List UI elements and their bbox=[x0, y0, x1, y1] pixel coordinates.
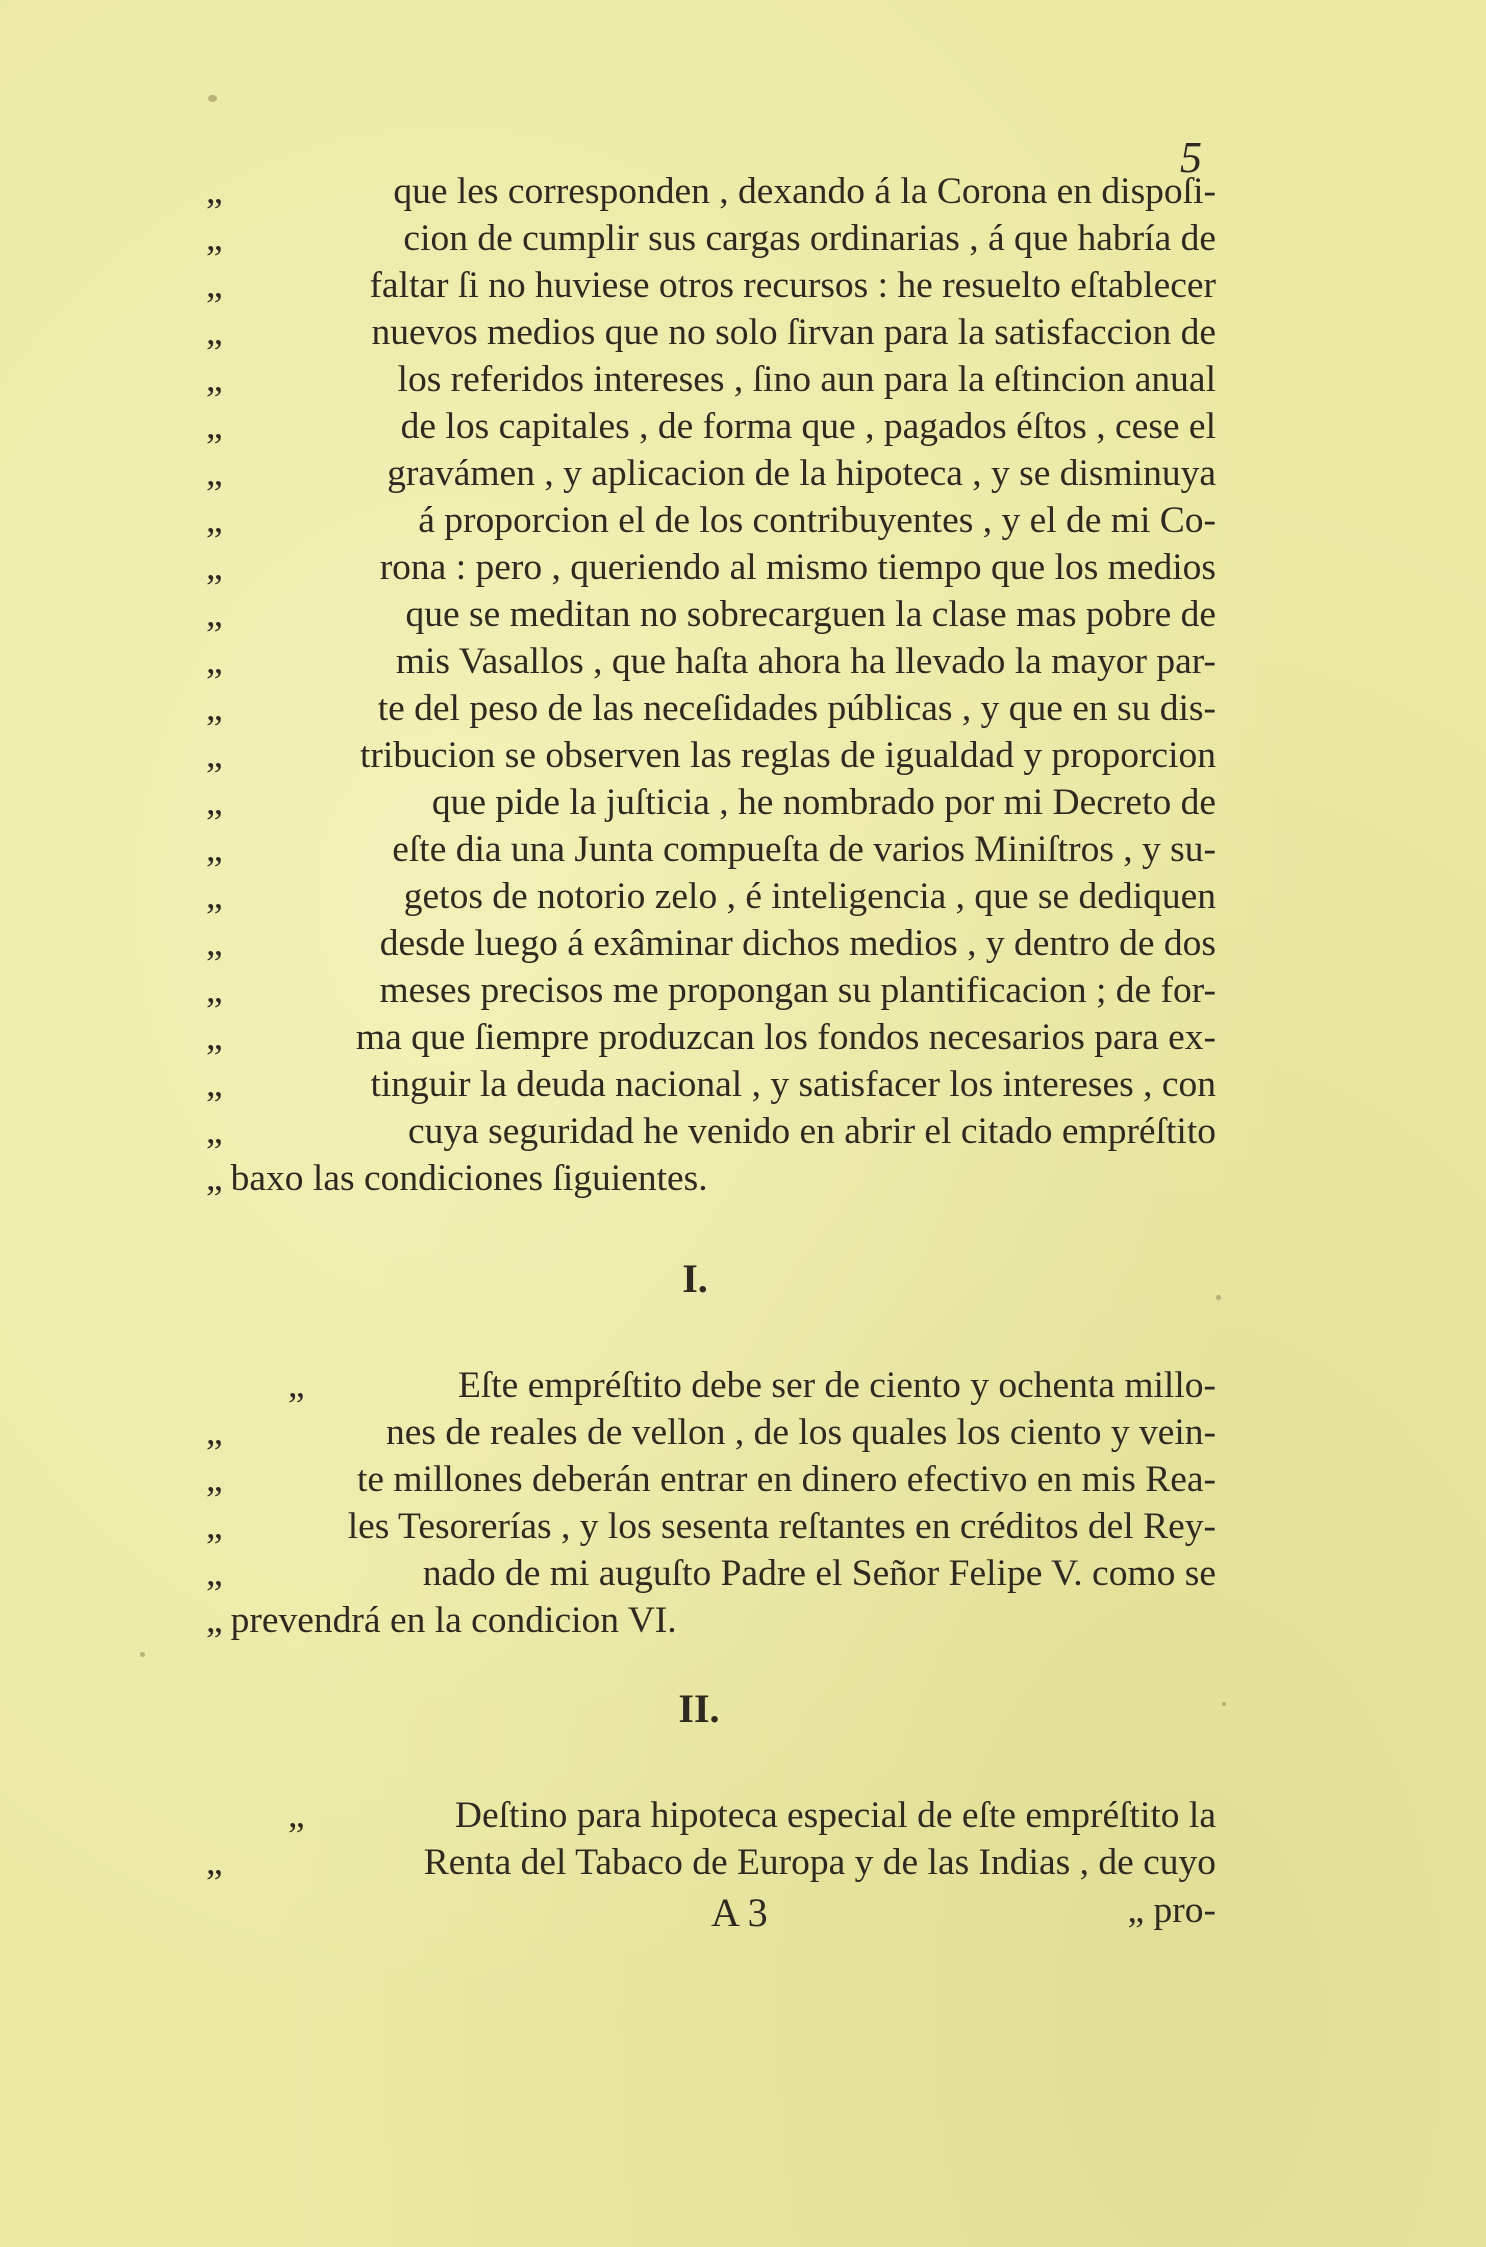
quote-mark: „ bbox=[206, 1600, 223, 1641]
quote-mark: „ bbox=[206, 453, 223, 494]
text-line bbox=[206, 1108, 1216, 1155]
paragraph-condition-1 bbox=[206, 1362, 1216, 1644]
line-text: Deſtino para hipoteca especial de eſte empréſtito la bbox=[454, 1795, 1216, 1836]
quote-mark: „ bbox=[206, 1412, 223, 1453]
quote-mark: „ bbox=[206, 688, 223, 729]
quote-mark: „ bbox=[206, 265, 223, 306]
quote-mark: „ bbox=[206, 782, 223, 823]
text-line bbox=[206, 1839, 1216, 1886]
catchword: „ pro- bbox=[1127, 1890, 1216, 1931]
quote-mark: „ bbox=[206, 735, 223, 776]
line-text: tribucion se observen las reglas de igualdad y proporcion bbox=[360, 735, 1216, 776]
quote-mark: „ bbox=[206, 1064, 223, 1105]
line-text: getos de notorio zelo , é inteligencia , que se dediquen bbox=[403, 876, 1216, 917]
text-line bbox=[206, 1503, 1216, 1550]
text-line bbox=[206, 1014, 1216, 1061]
quote-mark: „ bbox=[206, 876, 223, 917]
text-line bbox=[206, 1792, 1216, 1839]
text-line bbox=[206, 920, 1216, 967]
section-heading-2: II. bbox=[678, 1686, 720, 1731]
text-line bbox=[206, 732, 1216, 779]
text-line bbox=[206, 967, 1216, 1014]
quote-mark: „ bbox=[206, 829, 223, 870]
line-text: les Tesorerías , y los sesenta reſtantes en créditos del Rey- bbox=[347, 1506, 1216, 1547]
quote-mark: „ bbox=[288, 1365, 305, 1406]
line-text: á proporcion el de los contribuyentes , y el de mi Co- bbox=[418, 500, 1216, 541]
quote-mark: „ bbox=[206, 547, 223, 588]
paper-speck bbox=[208, 95, 217, 102]
text-line bbox=[206, 168, 1216, 215]
quote-mark: „ bbox=[206, 1506, 223, 1547]
line-text: faltar ſi no huviese otros recursos : he resuelto eſtablecer bbox=[369, 265, 1216, 306]
quote-mark: „ bbox=[206, 359, 223, 400]
quote-mark: „ bbox=[206, 1158, 223, 1199]
paper-speck bbox=[1222, 1702, 1226, 1706]
text-line bbox=[206, 1362, 1216, 1409]
text-line bbox=[206, 356, 1216, 403]
text-line bbox=[206, 309, 1216, 356]
line-text: nes de reales de vellon , de los quales los ciento y vein- bbox=[386, 1412, 1216, 1453]
quote-mark: „ bbox=[206, 970, 223, 1011]
text-line bbox=[206, 638, 1216, 685]
line-text: desde luego á exâminar dichos medios , y dentro de dos bbox=[379, 923, 1216, 964]
quote-mark: „ bbox=[206, 500, 223, 541]
line-text: rona : pero , queriendo al mismo tiempo que los medios bbox=[379, 547, 1216, 588]
text-line bbox=[206, 873, 1216, 920]
quote-mark: „ bbox=[206, 218, 223, 259]
text-line bbox=[206, 826, 1216, 873]
quote-mark: „ bbox=[206, 312, 223, 353]
line-text: te millones deberán entrar en dinero efectivo en mis Rea- bbox=[356, 1459, 1216, 1500]
text-line bbox=[206, 497, 1216, 544]
line-text: te del peso de las neceſidades públicas , y que en su dis- bbox=[377, 688, 1216, 729]
quote-mark: „ bbox=[206, 1111, 223, 1152]
text-line bbox=[206, 1155, 1216, 1202]
line-text: que se meditan no sobrecarguen la clase mas pobre de bbox=[405, 594, 1216, 635]
line-text: eſte dia una Junta compueſta de varios Miniſtros , y su- bbox=[392, 829, 1216, 870]
quote-mark: „ bbox=[206, 923, 223, 964]
line-text: prevendrá en la condicion VI. bbox=[230, 1600, 677, 1641]
line-text: ma que ſiempre produzcan los fondos necesarios para ex- bbox=[355, 1017, 1216, 1058]
quote-mark: „ bbox=[206, 641, 223, 682]
page-footer bbox=[206, 1889, 1216, 1939]
section-heading-1: I. bbox=[682, 1256, 708, 1301]
line-text: de los capitales , de forma que , pagados éſtos , cese el bbox=[400, 406, 1216, 447]
text-line bbox=[206, 1456, 1216, 1503]
text-line bbox=[206, 685, 1216, 732]
text-line bbox=[206, 544, 1216, 591]
line-text: gravámen , y aplicacion de la hipoteca , y se disminuya bbox=[387, 453, 1216, 494]
page-number: 5 bbox=[1180, 133, 1202, 182]
paper-speck bbox=[1216, 1295, 1221, 1300]
line-text: tinguir la deuda nacional , y satisfacer los intereses , con bbox=[370, 1064, 1216, 1105]
text-line bbox=[206, 450, 1216, 497]
quote-mark: „ bbox=[206, 594, 223, 635]
signature-mark: A 3 bbox=[711, 1890, 768, 1935]
text-line bbox=[206, 215, 1216, 262]
quote-mark: „ bbox=[206, 1017, 223, 1058]
text-line bbox=[206, 779, 1216, 826]
line-text: nuevos medios que no solo ſirvan para la satisfaccion de bbox=[371, 312, 1216, 353]
quote-mark: „ bbox=[206, 1553, 223, 1594]
line-text: mis Vasallos , que haſta ahora ha llevado la mayor par- bbox=[395, 641, 1216, 682]
quote-mark: „ bbox=[206, 1459, 223, 1500]
line-text: Eſte empréſtito debe ser de ciento y ochenta millo- bbox=[457, 1365, 1216, 1406]
line-text: Renta del Tabaco de Europa y de las Indias , de cuyo bbox=[423, 1842, 1216, 1883]
text-line bbox=[206, 1550, 1216, 1597]
line-text: cuya seguridad he venido en abrir el citado empréſtito bbox=[407, 1111, 1216, 1152]
text-line bbox=[206, 1597, 1216, 1644]
line-text: los referidos intereses , ſino aun para la eſtincion anual bbox=[397, 359, 1216, 400]
text-line bbox=[206, 591, 1216, 638]
line-text: nado de mi auguſto Padre el Señor Felipe V. como se bbox=[422, 1553, 1216, 1594]
paragraph-preamble bbox=[206, 168, 1216, 1202]
text-line bbox=[206, 403, 1216, 450]
line-text: cion de cumplir sus cargas ordinarias , á que habría de bbox=[403, 218, 1216, 259]
paragraph-condition-2 bbox=[206, 1792, 1216, 1886]
line-text: meses precisos me propongan su plantificacion ; de for- bbox=[379, 970, 1216, 1011]
line-text: baxo las condiciones ſiguientes. bbox=[230, 1158, 708, 1199]
quote-mark: „ bbox=[206, 406, 223, 447]
line-text: que pide la juſticia , he nombrado por mi Decreto de bbox=[431, 782, 1216, 823]
quote-mark: „ bbox=[206, 1842, 223, 1883]
text-line bbox=[206, 1061, 1216, 1108]
quote-mark: „ bbox=[288, 1795, 305, 1836]
text-line bbox=[206, 1409, 1216, 1456]
paper-speck bbox=[140, 1652, 145, 1657]
text-line bbox=[206, 262, 1216, 309]
line-text: que les corresponden , dexando á la Corona en dispoſi- bbox=[393, 171, 1216, 212]
quote-mark: „ bbox=[206, 171, 223, 212]
